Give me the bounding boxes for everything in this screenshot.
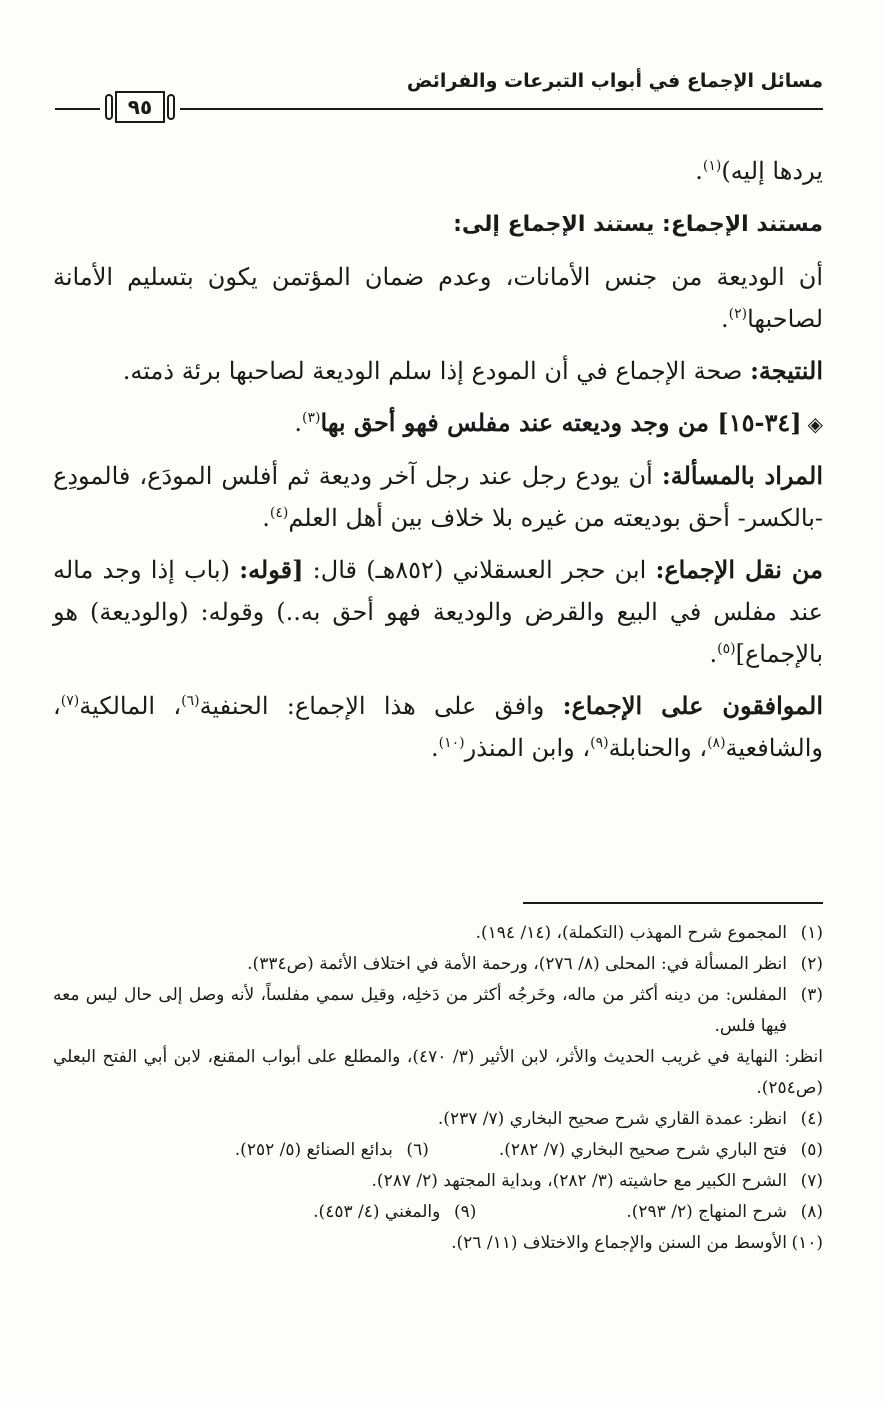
- paragraph-1: يردها إليه)$^{(١)}$.: [695, 157, 823, 185]
- footnote-10: (١٠) الأوسط من السنن والإجماع والاختلاف (١١/ ٢٦).: [451, 1233, 823, 1253]
- label: المراد بالمسألة:: [661, 461, 824, 490]
- label: النتيجة:: [750, 356, 823, 385]
- main-text: [53, 150, 823, 779]
- footnote-8: (٨) شرح المنهاج (٢/ ٢٩٣).: [626, 1202, 823, 1222]
- footnote-separator: [523, 902, 823, 904]
- footnote-ref: (٥): [717, 641, 736, 657]
- page-number: ٩٥: [115, 91, 165, 123]
- footnote-9: (٩) والمغني (٤/ ٤٥٣).: [313, 1202, 477, 1222]
- paragraph-agreers: الموافقون على الإجماع: وافق على هذا الإجماع: الحنفية$^{(٦)}$، المالكية$^{(٧)}$، والشافعية$^{(٨)}$، والحنابلة$^{(٩)}$، وابن المنذر$^{(١٠)}$.: [53, 691, 823, 762]
- ornament-right: [167, 94, 175, 120]
- footnote-7: (٧) الشرح الكبير مع حاشيته (٣/ ٢٨٢)، وبداية المجتهد (٢/ ٢٨٧).: [371, 1171, 823, 1191]
- paragraph-transmitters: من نقل الإجماع: ابن حجر العسقلاني (٨٥٢هـ) قال: [قوله: (باب إذا وجد ماله عند مفلس في البيع والقرض والوديعة فهو أحق به..) وقوله: (والوديعة) هو بالإجماع]$^{(٥)}$.: [53, 555, 824, 668]
- footnote-row-8-9: [53, 1197, 823, 1228]
- section-heading: مستند الإجماع: يستند الإجماع إلى:: [453, 212, 823, 237]
- footnote-3-continued: انظر: النهاية في غريب الحديث والأثر، لابن الأثير (٣/ ٤٧٠)، والمطلع على أبواب المقنع، لابن أبي الفتح البعلي (ص٢٥٤).: [53, 1047, 823, 1098]
- footnote-ref: (١): [702, 158, 722, 174]
- ornament-left: [105, 94, 113, 120]
- footnote-4: (٤) انظر: عمدة القاري شرح صحيح البخاري (٧/ ٢٣٧).: [437, 1109, 823, 1129]
- footnote-5: (٥) فتح الباري شرح صحيح البخاري (٧/ ٢٨٢).: [498, 1140, 823, 1160]
- running-title: مسائل الإجماع في أبواب التبرعات والفرائض: [406, 70, 823, 92]
- footnote-row-5-6: [53, 1135, 823, 1166]
- paragraph-result: النتيجة: صحة الإجماع في أن المودع إذا سلم الوديعة لصاحبها برئة ذمته.: [122, 356, 823, 385]
- footnotes: [53, 918, 823, 1259]
- paragraph-meaning: المراد بالمسألة: أن يودع رجل عند رجل آخر وديعة ثم أفلس المودَع، فالمودِع -بالكسر- أحق بوديعته من غيره بلا خلاف بين أهل العلم$^{(٤)}$.: [53, 461, 824, 532]
- footnote-ref: (٤): [269, 505, 289, 521]
- paragraph-3: أن الوديعة من جنس الأمانات، وعدم ضمان المؤتمن يكون بتسليم الأمانة لصاحبها$^{(٢)}$.: [53, 263, 823, 333]
- footnote-ref: (٣): [302, 410, 321, 426]
- footnote-2: (٢) انظر المسألة في: المحلى (٨/ ٢٧٦)، ورحمة الأمة في اختلاف الأئمة (ص٣٣٤).: [247, 954, 823, 974]
- footnote-3: (٣) المفلس: من دينه أكثر من ماله، وخَرجُه أكثر من دَخلِه، وقيل سمي مفلساً، لأنه وصل إلى حال ليس معه فيها فلس.: [53, 985, 823, 1036]
- diamond-icon: ◈: [807, 412, 823, 436]
- page-number-frame: [100, 88, 180, 126]
- footnote-6: (٦) بدائع الصنائع (٥/ ٢٥٢).: [234, 1140, 429, 1160]
- footnote-ref: (٢): [728, 306, 748, 322]
- label: الموافقون على الإجماع:: [562, 691, 823, 720]
- label: من نقل الإجماع:: [655, 555, 824, 584]
- issue-title: ◈[٣٤-١٥] من وجد وديعته عند مفلس فهو أحق بها$^{(٣)}$.: [294, 408, 823, 437]
- footnote-1: (١) المجموع شرح المهذب (التكملة)، (١٤/ ١٩٤).: [475, 923, 823, 943]
